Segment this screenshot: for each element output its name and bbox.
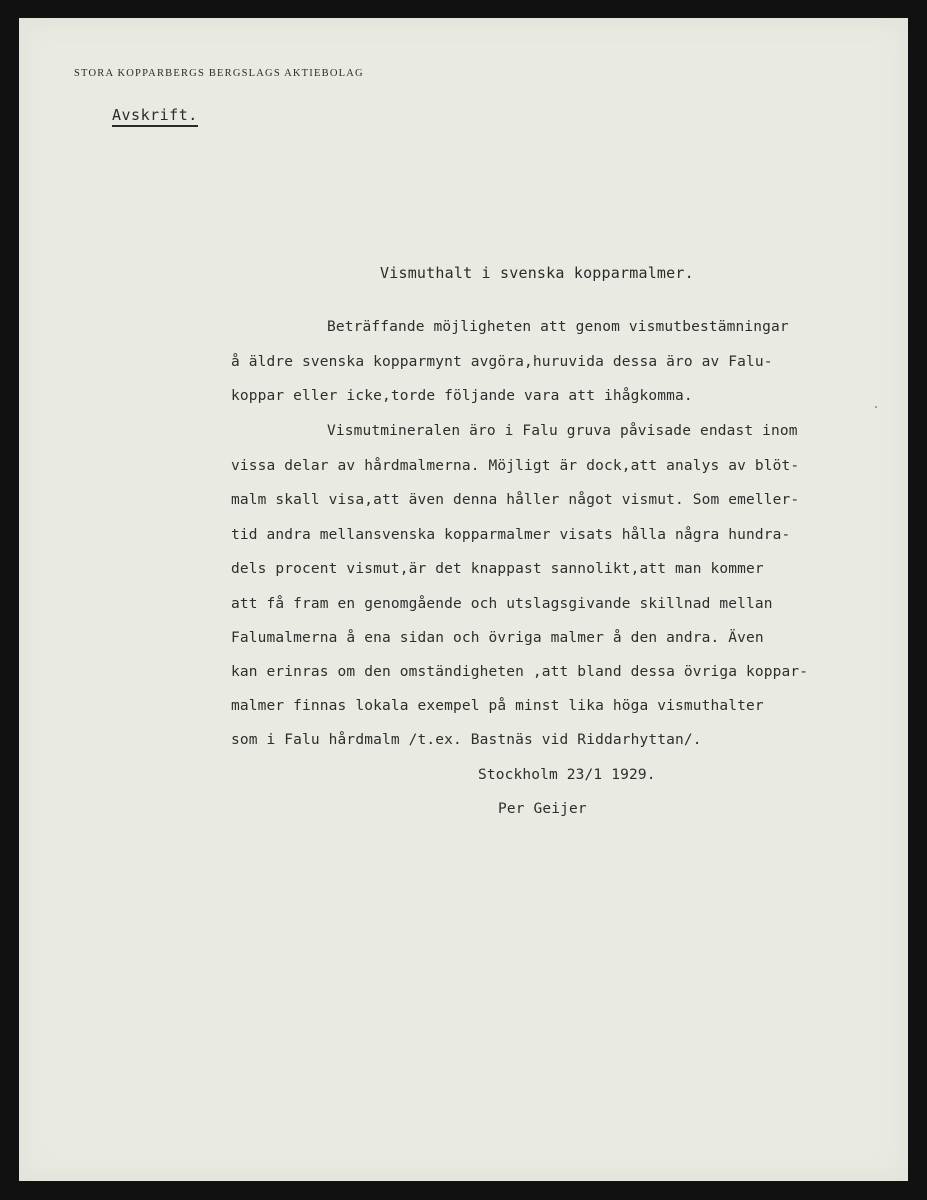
copy-marker: Avskrift.: [112, 106, 198, 127]
body-line: Vismutmineralen äro i Falu gruva påvisade endast inom: [327, 423, 798, 439]
body-line: Beträffande möjligheten att genom vismutbestämningar: [327, 319, 789, 335]
place-date: Stockholm 23/1 1929.: [478, 767, 656, 783]
body-line: malm skall visa,att även denna håller något vismut. Som emeller-: [231, 492, 800, 508]
body-line: malmer finnas lokala exempel på minst lika höga vismuthalter: [231, 698, 764, 714]
body-line: att få fram en genomgående och utslagsgivande skillnad mellan: [231, 596, 773, 612]
company-letterhead: STORA KOPPARBERGS BERGSLAGS AKTIEBOLAG: [74, 68, 364, 79]
body-line: koppar eller icke,torde följande vara att ihågkomma.: [231, 388, 693, 404]
signature: Per Geijer: [498, 801, 587, 817]
document-title: Vismuthalt i svenska kopparmalmer.: [380, 264, 694, 282]
body-line: kan erinras om den omständigheten ,att bland dessa övriga koppar-: [231, 664, 809, 680]
pencil-mark: [875, 406, 877, 408]
body-line: dels procent vismut,är det knappast sannolikt,att man kommer: [231, 561, 764, 577]
body-line: Falumalmerna å ena sidan och övriga malmer å den andra. Även: [231, 630, 764, 646]
body-line: som i Falu hårdmalm /t.ex. Bastnäs vid Riddarhyttan/.: [231, 732, 702, 748]
body-line: vissa delar av hårdmalmerna. Möjligt är dock,att analys av blöt-: [231, 458, 800, 474]
body-line: å äldre svenska kopparmynt avgöra,huruvida dessa äro av Falu-: [231, 354, 773, 370]
document-page: [19, 18, 908, 1181]
body-line: tid andra mellansvenska kopparmalmer visats hålla några hundra-: [231, 527, 791, 543]
